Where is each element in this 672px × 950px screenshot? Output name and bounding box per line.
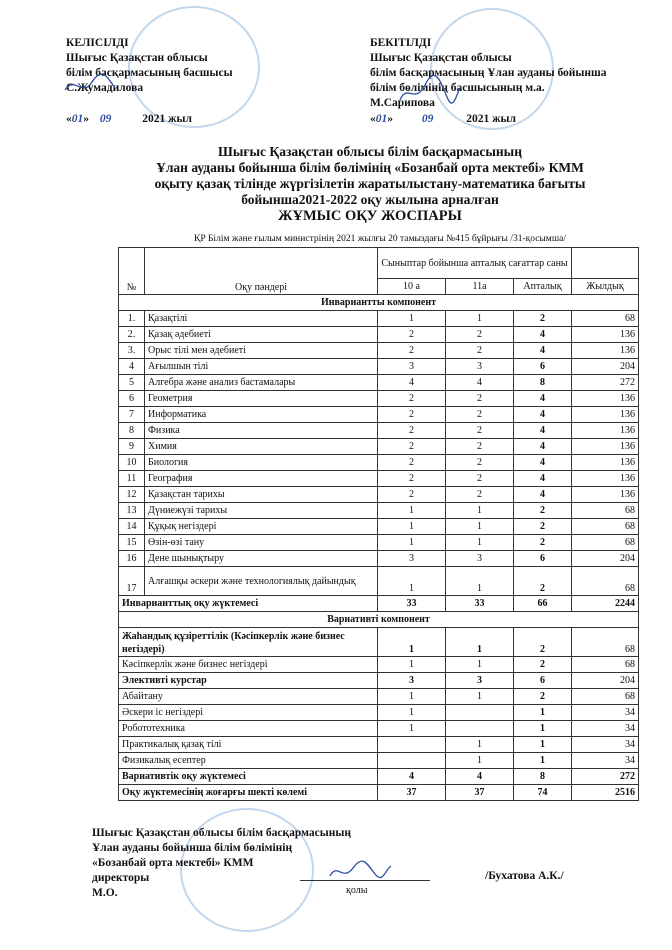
inv-total-10a: 33 — [378, 596, 446, 612]
table-row — [119, 471, 639, 487]
row-num: 13 — [119, 503, 145, 519]
var-row-11a: 1 — [446, 657, 514, 673]
table-row — [119, 311, 639, 327]
var-row-10a: 1 — [378, 689, 446, 705]
row-11a: 3 — [446, 551, 514, 567]
table-row — [119, 673, 639, 689]
row-yearly: 136 — [572, 455, 639, 471]
row-subject: Өзін-өзі тану — [145, 535, 378, 551]
row-num: 9 — [119, 439, 145, 455]
var-row-11a — [446, 721, 514, 737]
header-weekly: Апталық — [514, 279, 572, 295]
section-variative: Вариативті компонент — [119, 612, 639, 628]
var-row-11a: 1 — [446, 753, 514, 769]
signature-left — [60, 70, 120, 100]
header-num: № — [119, 248, 145, 295]
approval-right-line1: Шығыс Қазақстан облысы — [370, 52, 512, 64]
approval-left-heading: КЕЛІСІЛДІ — [66, 37, 129, 49]
header-10a: 10 а — [378, 279, 446, 295]
date-month: 09 — [421, 113, 434, 125]
var-row-weekly: 2 — [514, 628, 572, 657]
footer-line3: «Бозанбай орта мектебі» КММ — [92, 857, 254, 869]
row-11a: 2 — [446, 487, 514, 503]
date-year: 2021 жыл — [142, 113, 192, 125]
table-row — [119, 567, 639, 596]
row-yearly: 204 — [572, 551, 639, 567]
max-total-label: Оқу жүктемесінің жоғарғы шекті көлемі — [119, 785, 378, 801]
row-yearly: 272 — [572, 375, 639, 391]
row-10a: 2 — [378, 455, 446, 471]
row-subject: Алгебра және анализ бастамалары — [145, 375, 378, 391]
table-row — [119, 519, 639, 535]
table-row — [119, 535, 639, 551]
row-subject: Информатика — [145, 407, 378, 423]
document-title — [70, 144, 670, 224]
signature-director — [325, 858, 395, 884]
row-yearly: 136 — [572, 471, 639, 487]
var-row-yearly: 34 — [572, 721, 639, 737]
var-row-11a: 1 — [446, 628, 514, 657]
date-close: » — [83, 113, 89, 125]
approval-right-name: М.Сарипова — [370, 97, 435, 109]
row-subject: Қазақстан тарихы — [145, 487, 378, 503]
row-11a: 2 — [446, 439, 514, 455]
table-row — [119, 689, 639, 705]
invariant-rows — [119, 311, 639, 596]
approval-left-name: С.Жумадилова — [66, 82, 144, 94]
row-subject: Дене шынықтыру — [145, 551, 378, 567]
signature-right — [395, 75, 465, 110]
approval-right-line2: білім басқармасының Ұлан ауданы бойынша — [370, 67, 607, 79]
row-subject: Физика — [145, 423, 378, 439]
header-11a: 11а — [446, 279, 514, 295]
row-yearly: 68 — [572, 311, 639, 327]
max-total-11a: 37 — [446, 785, 514, 801]
row-subject: Алғашқы әскери және технологиялық дайындық — [145, 567, 378, 596]
row-num: 4 — [119, 359, 145, 375]
row-subject: Қазақ әдебиеті — [145, 327, 378, 343]
row-10a: 2 — [378, 327, 446, 343]
table-row — [119, 551, 639, 567]
table-row — [119, 503, 639, 519]
var-row-10a: 1 — [378, 705, 446, 721]
row-weekly: 6 — [514, 551, 572, 567]
row-subject: Құқық негіздері — [145, 519, 378, 535]
row-weekly: 4 — [514, 343, 572, 359]
var-row-10a — [378, 753, 446, 769]
row-10a: 3 — [378, 359, 446, 375]
row-10a: 2 — [378, 471, 446, 487]
max-total-yearly: 2516 — [572, 785, 639, 801]
row-num: 10 — [119, 455, 145, 471]
row-10a: 2 — [378, 423, 446, 439]
row-num: 5 — [119, 375, 145, 391]
table-row — [119, 391, 639, 407]
row-10a: 4 — [378, 375, 446, 391]
row-num: 2. — [119, 327, 145, 343]
var-row-subject: Әскери іс негіздері — [119, 705, 378, 721]
inv-total-label: Инварианттық оқу жүктемесі — [119, 596, 378, 612]
date-year: 2021 жыл — [466, 113, 516, 125]
row-11a: 4 — [446, 375, 514, 391]
row-10a: 1 — [378, 535, 446, 551]
header-empty — [572, 248, 639, 279]
inv-total-11a: 33 — [446, 596, 514, 612]
row-yearly: 136 — [572, 391, 639, 407]
row-weekly: 2 — [514, 519, 572, 535]
row-10a: 2 — [378, 343, 446, 359]
table-row — [119, 375, 639, 391]
row-weekly: 4 — [514, 455, 572, 471]
var-row-10a: 3 — [378, 673, 446, 689]
table-row — [119, 455, 639, 471]
var-total-10a: 4 — [378, 769, 446, 785]
var-row-yearly: 34 — [572, 753, 639, 769]
row-weekly: 2 — [514, 311, 572, 327]
row-weekly: 4 — [514, 471, 572, 487]
row-yearly: 136 — [572, 407, 639, 423]
var-row-yearly: 204 — [572, 673, 639, 689]
table-row — [119, 423, 639, 439]
var-row-11a: 1 — [446, 689, 514, 705]
row-num: 6 — [119, 391, 145, 407]
footer-sign-label: қолы — [346, 885, 368, 896]
row-subject: Орыс тілі мен әдебиеті — [145, 343, 378, 359]
var-row-weekly: 1 — [514, 737, 572, 753]
row-weekly: 4 — [514, 407, 572, 423]
row-subject: Ағылшын тілі — [145, 359, 378, 375]
var-row-weekly: 1 — [514, 753, 572, 769]
section-invariant: Инвариантты компонент — [119, 295, 639, 311]
title-line1: Шығыс Қазақстан облысы білім басқармасының — [218, 144, 522, 159]
approval-left-date — [66, 112, 306, 127]
row-10a: 2 — [378, 391, 446, 407]
var-row-10a — [378, 737, 446, 753]
row-11a: 1 — [446, 535, 514, 551]
row-10a: 3 — [378, 551, 446, 567]
row-yearly: 136 — [572, 327, 639, 343]
row-11a: 1 — [446, 567, 514, 596]
approval-left-line1: Шығыс Қазақстан облысы — [66, 52, 208, 64]
table-row — [119, 487, 639, 503]
var-row-subject: Кәсіпкерлік және бизнес негіздері — [119, 657, 378, 673]
row-11a: 2 — [446, 391, 514, 407]
row-yearly: 136 — [572, 423, 639, 439]
row-11a: 2 — [446, 471, 514, 487]
var-row-yearly: 68 — [572, 657, 639, 673]
row-num: 14 — [119, 519, 145, 535]
table-row — [119, 439, 639, 455]
var-row-yearly: 68 — [572, 689, 639, 705]
date-day: 01 — [375, 113, 388, 125]
row-11a: 1 — [446, 503, 514, 519]
approval-left-line2: білім басқармасының басшысы — [66, 67, 233, 79]
row-10a: 2 — [378, 487, 446, 503]
approval-right-heading: БЕКІТІЛДІ — [370, 37, 432, 49]
row-10a: 1 — [378, 311, 446, 327]
var-row-11a — [446, 705, 514, 721]
var-row-weekly: 2 — [514, 657, 572, 673]
table-row — [119, 737, 639, 753]
var-row-subject: Элективті курстар — [119, 673, 378, 689]
row-weekly: 6 — [514, 359, 572, 375]
row-num: 3. — [119, 343, 145, 359]
row-weekly: 4 — [514, 391, 572, 407]
approval-right-date — [370, 112, 660, 127]
footer-signer: /Бухатова А.К./ — [485, 870, 564, 882]
row-num: 8 — [119, 423, 145, 439]
var-row-yearly: 68 — [572, 628, 639, 657]
table-row — [119, 343, 639, 359]
row-subject: Дүниежүзі тарихы — [145, 503, 378, 519]
row-11a: 1 — [446, 311, 514, 327]
var-total-yearly: 272 — [572, 769, 639, 785]
row-subject: Қазақтілі — [145, 311, 378, 327]
row-10a: 1 — [378, 519, 446, 535]
inv-total-weekly: 66 — [514, 596, 572, 612]
var-row-subject: Физикалық есептер — [119, 753, 378, 769]
title-line3: оқыту қазақ тілінде жүргізілетін жаратылыстану-математика бағыты — [154, 176, 586, 191]
table-row — [119, 705, 639, 721]
row-weekly: 4 — [514, 423, 572, 439]
row-num: 11 — [119, 471, 145, 487]
row-num: 17 — [119, 567, 145, 596]
row-yearly: 136 — [572, 439, 639, 455]
var-row-subject: Жаһандық құзіреттілік (Кәсіпкерлік және бизнес негіздері) — [119, 628, 378, 657]
row-weekly: 2 — [514, 503, 572, 519]
var-row-10a: 1 — [378, 721, 446, 737]
row-weekly: 4 — [514, 439, 572, 455]
table-row — [119, 407, 639, 423]
title-line2: Ұлан ауданы бойынша білім бөлімінің «Бозанбай орта мектебі» КММ — [156, 160, 584, 175]
var-row-subject: Абайтану — [119, 689, 378, 705]
row-yearly: 68 — [572, 567, 639, 596]
table-row — [119, 657, 639, 673]
row-10a: 2 — [378, 439, 446, 455]
row-yearly: 136 — [572, 343, 639, 359]
var-row-yearly: 34 — [572, 737, 639, 753]
max-total-weekly: 74 — [514, 785, 572, 801]
row-weekly: 2 — [514, 567, 572, 596]
title-line4: бойынша2021-2022 оқу жылына арналған — [241, 192, 499, 207]
row-yearly: 204 — [572, 359, 639, 375]
var-row-11a: 3 — [446, 673, 514, 689]
table-row — [119, 628, 639, 657]
date-day: 01 — [71, 113, 84, 125]
row-subject: Химия — [145, 439, 378, 455]
row-num: 7 — [119, 407, 145, 423]
inv-total-yearly: 2244 — [572, 596, 639, 612]
var-row-yearly: 34 — [572, 705, 639, 721]
row-weekly: 2 — [514, 535, 572, 551]
header-subject: Оқу пәндері — [145, 248, 378, 295]
row-num: 16 — [119, 551, 145, 567]
row-11a: 3 — [446, 359, 514, 375]
header-group: Сыныптар бойынша апталық сағаттар саны — [378, 248, 572, 279]
date-open: « — [66, 113, 72, 125]
approval-right-line3: білім бөлімінің басшысының м.а. — [370, 82, 545, 94]
var-row-weekly: 1 — [514, 721, 572, 737]
date-open: « — [370, 113, 376, 125]
table-row — [119, 359, 639, 375]
row-weekly: 8 — [514, 375, 572, 391]
row-10a: 2 — [378, 407, 446, 423]
var-total-11a: 4 — [446, 769, 514, 785]
var-row-10a: 1 — [378, 628, 446, 657]
var-row-subject: Практикалық қазақ тілі — [119, 737, 378, 753]
var-row-weekly: 1 — [514, 705, 572, 721]
table-row — [119, 721, 639, 737]
footer-line4: директоры — [92, 872, 150, 884]
row-subject: Геометрия — [145, 391, 378, 407]
row-yearly: 136 — [572, 487, 639, 503]
date-month: 09 — [99, 113, 112, 125]
footer-mp: М.О. — [92, 887, 118, 899]
footer-line2: Ұлан ауданы бойынша білім бөлімінің — [92, 842, 293, 854]
row-10a: 1 — [378, 567, 446, 596]
row-subject: Биология — [145, 455, 378, 471]
row-num: 15 — [119, 535, 145, 551]
row-yearly: 68 — [572, 519, 639, 535]
row-yearly: 68 — [572, 535, 639, 551]
title-line5: ЖҰМЫС ОҚУ ЖОСПАРЫ — [278, 208, 462, 224]
row-11a: 2 — [446, 327, 514, 343]
row-weekly: 4 — [514, 327, 572, 343]
row-11a: 1 — [446, 519, 514, 535]
row-11a: 2 — [446, 407, 514, 423]
row-num: 12 — [119, 487, 145, 503]
row-yearly: 68 — [572, 503, 639, 519]
var-row-weekly: 2 — [514, 689, 572, 705]
var-row-weekly: 6 — [514, 673, 572, 689]
max-total-10a: 37 — [378, 785, 446, 801]
row-num: 1. — [119, 311, 145, 327]
row-weekly: 4 — [514, 487, 572, 503]
table-row — [119, 753, 639, 769]
var-row-11a: 1 — [446, 737, 514, 753]
header-yearly: Жылдық — [572, 279, 639, 295]
footer-line1: Шығыс Қазақстан облысы білім басқармасының — [92, 827, 351, 839]
row-11a: 2 — [446, 343, 514, 359]
row-10a: 1 — [378, 503, 446, 519]
curriculum-table — [118, 247, 639, 801]
document-subtitle: ҚР Білім және ғылым министрінің 2021 жылғы 20 тамыздағы №415 бұйрығы /31-қосымша/ — [193, 234, 566, 244]
date-close: » — [387, 113, 393, 125]
row-subject: География — [145, 471, 378, 487]
var-row-subject: Робототехника — [119, 721, 378, 737]
variative-rows — [119, 628, 639, 769]
row-11a: 2 — [446, 455, 514, 471]
var-total-weekly: 8 — [514, 769, 572, 785]
var-row-10a: 1 — [378, 657, 446, 673]
var-total-label: Вариативтік оқу жүктемесі — [119, 769, 378, 785]
row-11a: 2 — [446, 423, 514, 439]
table-row — [119, 327, 639, 343]
